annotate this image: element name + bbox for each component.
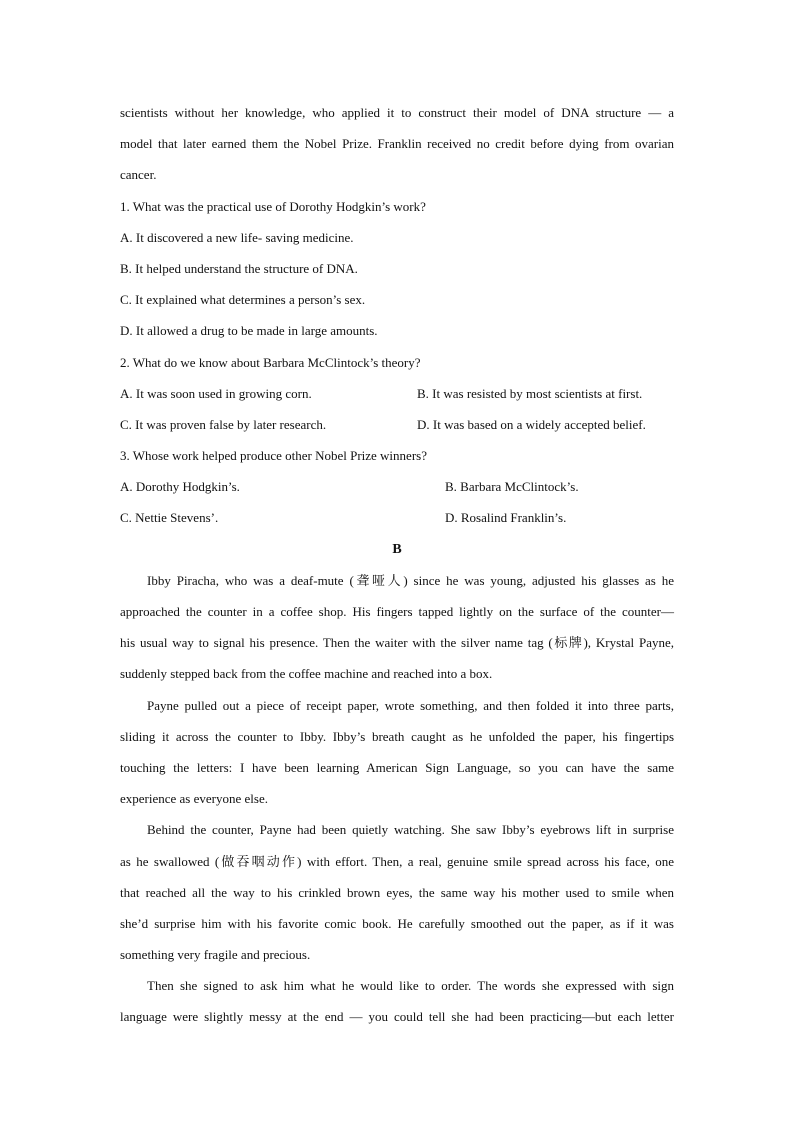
- passage-line: approached the counter in a coffee shop. His fingers tapped lightly on the surface of the counter—: [120, 604, 674, 619]
- passage-line: cancer.: [120, 167, 157, 183]
- passage-line: touching the letters: I have been learning American Sign Language, so you can have the same: [120, 759, 674, 775]
- passage-line: sliding it across the counter to Ibby. Ibby’s breath caught as he unfolded the paper, his fingertips: [120, 728, 674, 744]
- option-d: D. It was based on a widely accepted belief.: [417, 416, 646, 432]
- option-b: B. Barbara McClintock’s.: [445, 479, 579, 495]
- option-a: A. It discovered a new life- saving medicine.: [120, 229, 354, 245]
- question-stem: 2. What do we know about Barbara McClintock’s theory?: [120, 354, 421, 370]
- question-3: [120, 440, 674, 534]
- option-d: D. Rosalind Franklin’s.: [445, 510, 567, 526]
- exam-page: [120, 97, 674, 1033]
- option-b: B. It helped understand the structure of DNA.: [120, 260, 358, 276]
- passage-line: model that later earned them the Nobel Prize. Franklin received no credit before dying from ovarian: [120, 136, 674, 152]
- section-heading: B: [392, 541, 402, 557]
- passage-line: experience as everyone else.: [120, 791, 268, 807]
- passage-line: language were slightly messy at the end — you could tell she had been practicing—but each letter: [120, 1009, 674, 1025]
- options-row: [120, 502, 674, 533]
- question-1: [120, 191, 674, 347]
- passage-b: [120, 565, 674, 1033]
- passage-line: suddenly stepped back from the coffee machine and reached into a box.: [120, 666, 493, 682]
- option-b: B. It was resisted by most scientists at first.: [417, 385, 643, 401]
- option-a: A. Dorothy Hodgkin’s.: [120, 479, 240, 495]
- paragraph: [120, 970, 674, 1032]
- options-row: [120, 471, 674, 502]
- option-c: C. It was proven false by later research.: [120, 416, 327, 432]
- passage-line: Behind the counter, Payne had been quietly watching. She saw Ibby’s eyebrows lift in surprise: [147, 822, 674, 838]
- passage-line: that reached all the way to his crinkled brown eyes, the same way his mother used to smile when: [120, 884, 674, 900]
- passage-a-tail: [120, 97, 674, 191]
- option-c: C. It explained what determines a person’s sex.: [120, 292, 366, 308]
- options-row: [120, 409, 674, 440]
- paragraph: [120, 565, 674, 690]
- passage-line: his usual way to signal his presence. Then the waiter with the silver name tag (标牌), Krystal Payne,: [120, 635, 674, 651]
- passage-line: she’d surprise him with his favorite comic book. He carefully smoothed out the paper, as if it was: [120, 915, 674, 931]
- passage-line: Payne pulled out a piece of receipt paper, wrote something, and then folded it into three parts,: [147, 697, 674, 713]
- paragraph: [120, 814, 674, 970]
- passage-line: Then she signed to ask him what he would like to order. The words she expressed with sign: [147, 978, 674, 994]
- question-2: [120, 347, 674, 441]
- passage-line: something very fragile and precious.: [120, 947, 311, 963]
- option-a: A. It was soon used in growing corn.: [120, 385, 312, 401]
- passage-line: scientists without her knowledge, who applied it to construct their model of DNA structure — a: [120, 105, 674, 120]
- question-stem: 3. Whose work helped produce other Nobel Prize winners?: [120, 448, 427, 464]
- option-d: D. It allowed a drug to be made in large amounts.: [120, 323, 378, 339]
- passage-line: as he swallowed (做吞咽动作) with effort. Then, a real, genuine smile spread across his face, one: [120, 853, 674, 869]
- options-row: [120, 378, 674, 409]
- paragraph: [120, 690, 674, 815]
- option-c: C. Nettie Stevens’.: [120, 510, 219, 526]
- question-stem: 1. What was the practical use of Dorothy Hodgkin’s work?: [120, 198, 426, 214]
- passage-line: Ibby Piracha, who was a deaf-mute (聋哑人) since he was young, adjusted his glasses as he: [147, 572, 674, 588]
